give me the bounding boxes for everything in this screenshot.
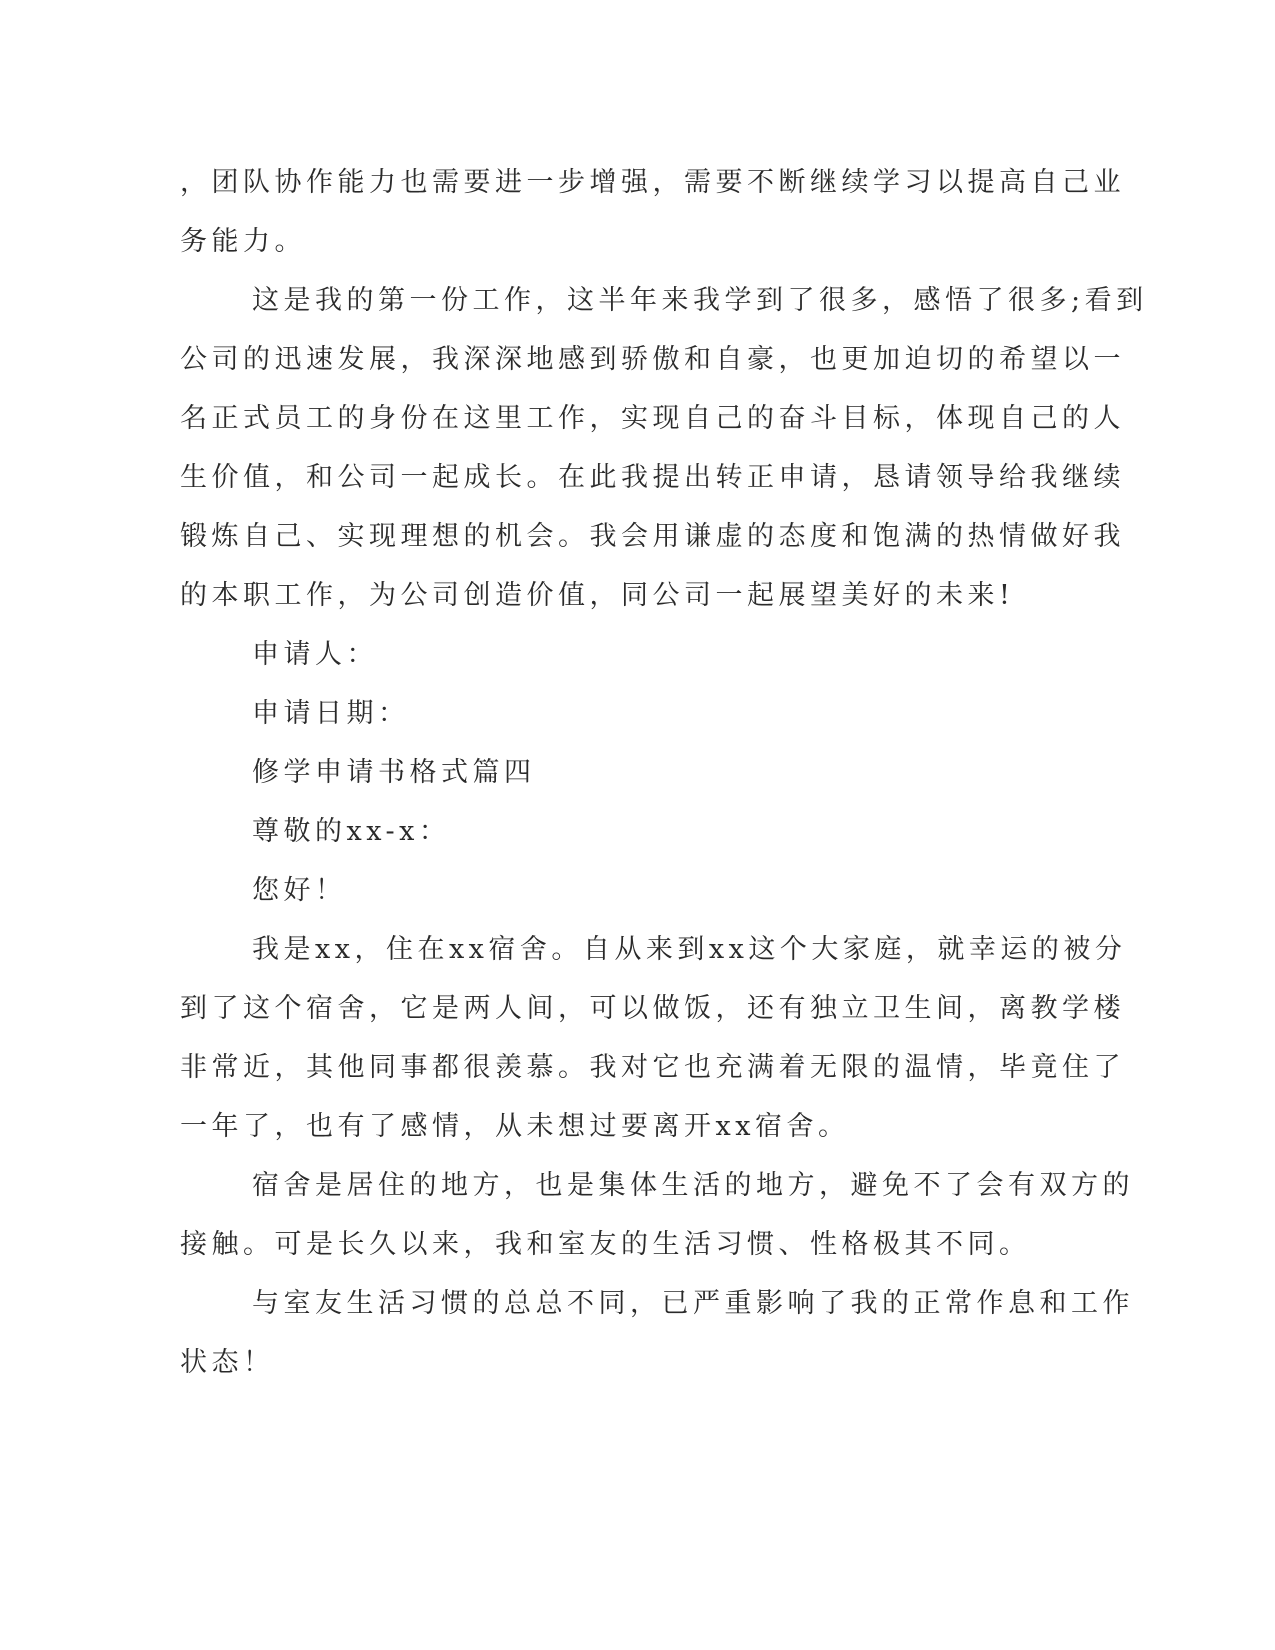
document-body [180, 153, 1148, 1392]
text-line: 公司的迅速发展，我深深地感到骄傲和自豪，也更加迫切的希望以一 [180, 344, 1125, 375]
text-line: 到了这个宿舍，它是两人间，可以做饭，还有独立卫生间，离教学楼 [180, 993, 1125, 1024]
paragraph-start-line: 我是xx，住在xx宿舍。自从来到xx这个大家庭，就幸运的被分 [252, 934, 1127, 965]
section-heading: 修学申请书格式篇四 [252, 757, 536, 788]
text-line: 状态！ [180, 1347, 275, 1378]
paragraph-start-line: 与室友生活习惯的总总不同，已严重影响了我的正常作息和工作 [252, 1288, 1134, 1319]
text-line: 锻炼自己、实现理想的机会。我会用谦虚的态度和饱满的热情做好我 [180, 521, 1125, 552]
text-line: 非常近，其他同事都很羡慕。我对它也充满着无限的温情，毕竟住了 [180, 1052, 1125, 1083]
greeting: 您好！ [252, 875, 347, 906]
paragraph-start-line: 宿舍是居住的地方，也是集体生活的地方，避免不了会有双方的 [252, 1170, 1134, 1201]
text-line: 名正式员工的身份在这里工作，实现自己的奋斗目标，体现自己的人 [180, 403, 1125, 434]
text-line: 接触。可是长久以来，我和室友的生活习惯、性格极其不同。 [180, 1229, 1031, 1260]
paragraph-start-line: 这是我的第一份工作，这半年来我学到了很多，感悟了很多;看到 [252, 285, 1148, 316]
text-line: 的本职工作，为公司创造价值，同公司一起展望美好的未来! [180, 580, 1015, 611]
applicant-label: 申请人： [252, 639, 378, 670]
text-line: 生价值，和公司一起成长。在此我提出转正申请，恳请领导给我继续 [180, 462, 1125, 493]
salutation: 尊敬的xx-x： [252, 816, 451, 847]
text-line: 一年了，也有了感情，从未想过要离开xx宿舍。 [180, 1111, 850, 1142]
application-date-label: 申请日期： [252, 698, 410, 729]
text-line: ，团队协作能力也需要进一步增强，需要不断继续学习以提高自己业 [180, 167, 1125, 198]
text-line: 务能力。 [180, 226, 306, 257]
